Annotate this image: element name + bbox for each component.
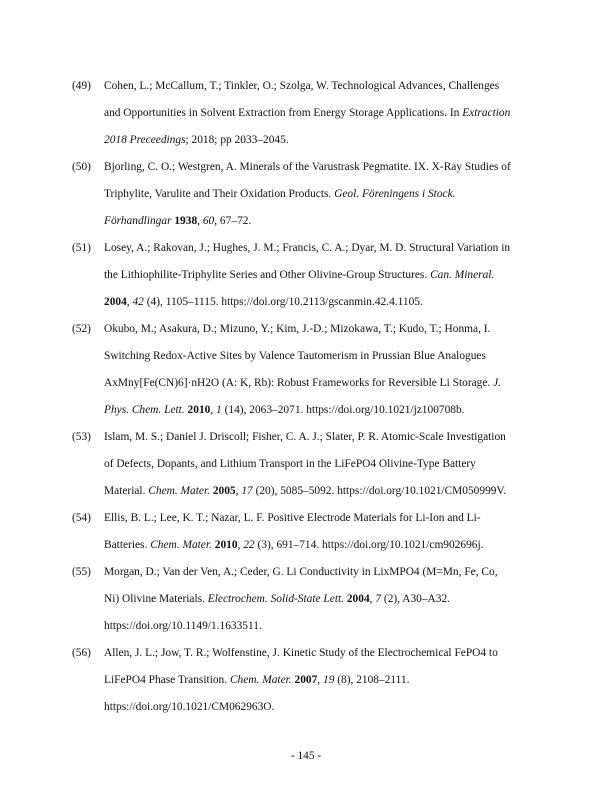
reference-line xyxy=(104,343,542,370)
reference-line xyxy=(104,505,542,532)
reference-text xyxy=(104,73,542,154)
text-segment: AxMny[Fe(CN)6]·nH2O (A: K, Rb): Robust Frameworks for Reversible Li Storage. xyxy=(104,377,494,389)
italic-segment: Phys. Chem. Lett. xyxy=(104,404,185,416)
italic-segment: 19 xyxy=(323,674,335,686)
reference-text xyxy=(104,316,542,424)
italic-segment: Förhandlingar xyxy=(104,215,175,227)
reference-entry xyxy=(72,73,542,154)
text-segment: Ellis, B. L.; Lee, K. T.; Nazar, L. F. Positive Electrode Materials for Li-Ion and Li- xyxy=(104,512,481,524)
reference-line xyxy=(104,370,542,397)
reference-number: (52) xyxy=(72,323,91,335)
text-segment: , xyxy=(369,593,376,605)
text-segment: https://doi.org/10.1021/CM062963O. xyxy=(104,701,275,713)
bold-segment: 1938 xyxy=(174,215,198,227)
text-segment: of Defects, Dopants, and Lithium Transport in the LiFePO4 Olivine-Type Battery xyxy=(104,458,476,470)
reference-text xyxy=(104,505,542,559)
reference-line xyxy=(104,127,542,154)
text-segment: the Lithiophilite-Triphylite Series and Other Olivine-Group Structures. xyxy=(104,269,431,281)
reference-entry xyxy=(72,154,542,235)
italic-segment: 7 xyxy=(375,593,382,605)
reference-line xyxy=(104,424,542,451)
reference-line xyxy=(104,289,542,316)
reference-entry xyxy=(72,505,542,559)
text-segment: , xyxy=(210,404,217,416)
reference-line xyxy=(104,478,542,505)
text-segment: ; 2018; pp 2033–2045. xyxy=(185,134,289,146)
bold-segment: 2010 xyxy=(187,404,211,416)
text-segment: , xyxy=(235,485,242,497)
reference-text xyxy=(104,559,542,640)
text-segment: (20), 5085–5092. https://doi.org/10.1021/CM050999V. xyxy=(252,485,507,497)
italic-segment: 17 xyxy=(241,485,253,497)
reference-line xyxy=(104,316,542,343)
italic-segment: 2018 Preceedings xyxy=(104,134,186,146)
italic-segment: 42 xyxy=(132,296,144,308)
text-segment: Islam, M. S.; Daniel J. Driscoll; Fisher, C. A. J.; Slater, P. R. Atomic-Scale Investigation xyxy=(104,431,506,443)
text-segment: Switching Redox-Active Sites by Valence Tautomerism in Prussian Blue Analogues xyxy=(104,350,486,362)
bold-segment: 2005 xyxy=(212,485,236,497)
reference-line xyxy=(104,397,542,424)
text-segment: Losey, A.; Rakovan, J.; Hughes, J. M.; Francis, C. A.; Dyar, M. D. Structural Variation in xyxy=(104,242,511,254)
reference-line xyxy=(104,559,542,586)
text-segment: Morgan, D.; Van der Ven, A.; Ceder, G. Li Conductivity in LixMPO4 (M=Mn, Fe, Co, xyxy=(104,566,498,578)
reference-entry xyxy=(72,235,542,316)
reference-number: (56) xyxy=(72,647,91,659)
text-segment: , xyxy=(126,296,133,308)
italic-segment: J. xyxy=(493,377,502,389)
text-segment: Bjorling, C. O.; Westgren, A. Minerals of the Varustrask Pegmatite. IX. X-Ray Studies of xyxy=(104,161,511,173)
reference-line xyxy=(104,532,542,559)
italic-segment: 60 xyxy=(202,215,215,227)
reference-text xyxy=(104,424,542,505)
text-segment: (14), 2063–2071. https://doi.org/10.1021/jz100708b. xyxy=(221,404,465,416)
text-segment: Triphylite, Varulite and Their Oxidation Products. xyxy=(104,188,335,200)
text-segment: (4), 1105–1115. https://doi.org/10.2113/gscanmin.42.4.1105. xyxy=(143,296,423,308)
reference-line xyxy=(104,451,542,478)
reference-line xyxy=(104,208,542,235)
bold-segment: 2004 xyxy=(104,296,127,308)
reference-line xyxy=(104,100,542,127)
text-segment: , xyxy=(317,674,323,686)
bold-segment: 2004 xyxy=(346,593,370,605)
text-segment: https://doi.org/10.1149/1.1633511. xyxy=(104,620,262,632)
italic-segment: Electrochem. Solid-State Lett. xyxy=(207,593,344,605)
reference-entry xyxy=(72,640,542,721)
reference-line xyxy=(104,613,542,640)
text-segment: Material. xyxy=(104,485,149,497)
italic-segment: Chem. Mater. xyxy=(229,674,292,686)
reference-number: (50) xyxy=(72,161,91,173)
reference-text xyxy=(104,235,542,316)
text-segment: , xyxy=(237,539,244,551)
italic-segment: Chem. Mater. xyxy=(148,485,210,497)
reference-number: (49) xyxy=(72,80,91,92)
text-segment: (2), A30–A32. xyxy=(381,593,451,605)
reference-number: (55) xyxy=(72,566,91,578)
reference-line xyxy=(104,154,542,181)
reference-line xyxy=(104,586,542,613)
italic-segment: Extraction xyxy=(462,107,511,119)
reference-line xyxy=(104,694,542,721)
reference-line xyxy=(104,262,542,289)
text-segment: and Opportunities in Solvent Extraction from Energy Storage Applications. In xyxy=(104,107,463,119)
reference-text xyxy=(104,154,542,235)
reference-line xyxy=(104,235,542,262)
text-segment: , 67–72. xyxy=(214,215,252,227)
text-segment: , xyxy=(197,215,203,227)
bold-segment: 2010 xyxy=(214,539,238,551)
text-segment: (8), 2108–2111. xyxy=(334,674,410,686)
reference-number: (53) xyxy=(72,431,91,443)
italic-segment: Chem. Mater. xyxy=(150,539,212,551)
bold-segment: 2007 xyxy=(294,674,318,686)
text-segment: Okubo, M.; Asakura, D.; Mizuno, Y.; Kim, J.-D.; Mizokawa, T.; Kudo, T.; Honma, I. xyxy=(104,323,491,335)
reference-line xyxy=(104,181,542,208)
text-segment: LiFePO4 Phase Transition. xyxy=(104,674,230,686)
reference-entry xyxy=(72,424,542,505)
text-segment: Cohen, L.; McCallum, T.; Tinkler, O.; Szolga, W. Technological Advances, Challenges xyxy=(104,80,500,92)
reference-number: (54) xyxy=(72,512,91,524)
text-segment: Ni) Olivine Materials. xyxy=(104,593,208,605)
text-segment: Allen, J. L.; Jow, T. R.; Wolfenstine, J. Kinetic Study of the Electrochemical FePO4 to xyxy=(104,647,498,659)
reference-number: (51) xyxy=(72,242,91,254)
page-number: - 145 - xyxy=(290,750,322,762)
reference-line xyxy=(104,667,542,694)
italic-segment: Geol. Föreningens i Stock. xyxy=(334,188,456,200)
reference-line xyxy=(104,640,542,667)
text-segment: (3), 691–714. https://doi.org/10.1021/cm902696j. xyxy=(254,539,484,551)
reference-entry xyxy=(72,559,542,640)
italic-segment: Can. Mineral. xyxy=(430,269,495,281)
reference-line xyxy=(104,73,542,100)
reference-entry xyxy=(72,316,542,424)
italic-segment: 1 xyxy=(216,404,222,416)
reference-text xyxy=(104,640,542,721)
italic-segment: 22 xyxy=(243,539,255,551)
text-segment: Batteries. xyxy=(104,539,151,551)
